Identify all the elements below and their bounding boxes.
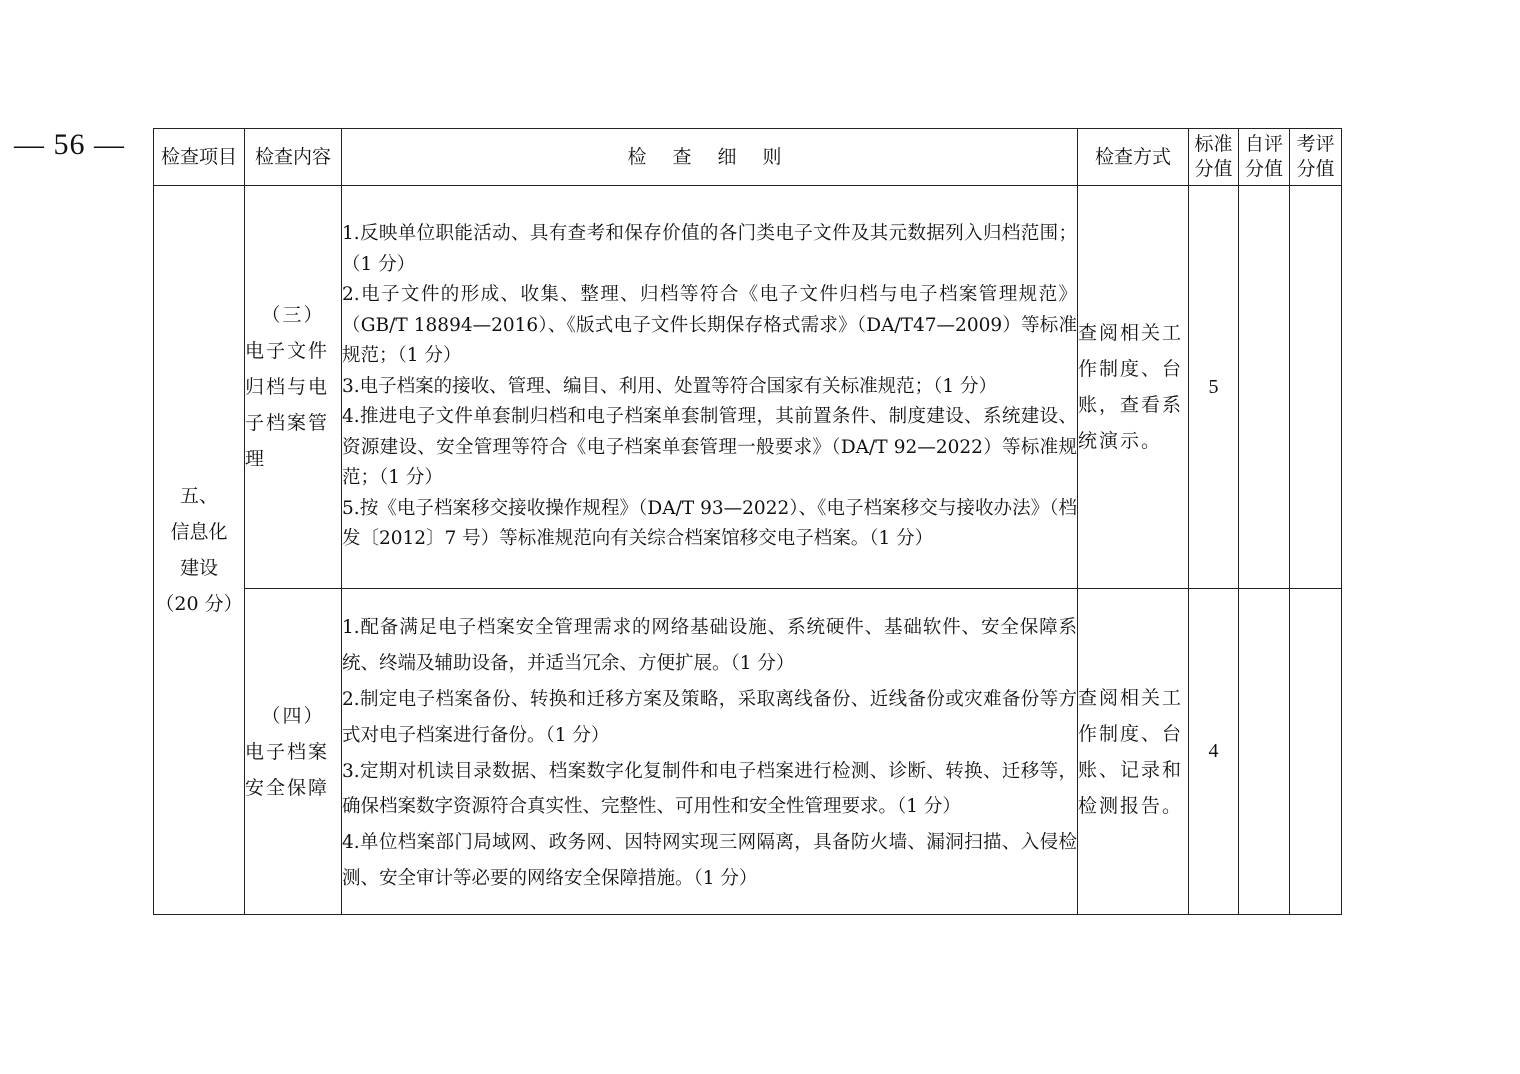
method-cell: 查阅相关工作制度、台账、记录和检测报告。 (1078, 589, 1189, 915)
detail-item: 4.推进电子文件单套制归档和电子档案单套制管理，其前置条件、制度建设、系统建设、资源建设、安全管理等符合《电子档案单套管理一般要求》（DA/T 92—2022）等标准规范；（1 分） (342, 406, 1077, 489)
detail-item: 4.单位档案部门局域网、政务网、因特网实现三网隔离，具备防火墙、漏洞扫描、入侵检测、安全审计等必要的网络安全保障措施。（1 分） (342, 832, 1077, 889)
content-name: 电子文件归档与电子档案管理 (245, 340, 330, 470)
detail-item: 3.定期对机读目录数据、档案数字化复制件和电子档案进行检测、诊断、转换、迁移等，确保档案数字资源符合真实性、完整性、可用性和安全性管理要求。（1 分） (342, 760, 1077, 818)
header-detail: 检 查 细 则 (342, 129, 1078, 186)
content-cell (245, 186, 342, 589)
self-score-cell (1239, 589, 1290, 915)
review-score-cell (1290, 186, 1342, 589)
detail-item: 1.配备满足电子档案安全管理需求的网络基础设施、系统硬件、基础软件、安全保障系统、终端及辅助设备，并适当冗余、方便扩展。（1 分） (342, 617, 1077, 675)
review-score-cell (1290, 589, 1342, 915)
project-name-line2: 信息化 (170, 521, 228, 543)
content-number: （四） (261, 704, 325, 727)
header-standard-score: 标准分值 (1189, 129, 1239, 186)
project-cell (154, 186, 245, 915)
header-content: 检查内容 (245, 129, 342, 186)
detail-item: 2.电子文件的形成、收集、整理、归档等符合《电子文件归档与电子档案管理规范》（GB/T 18894—2016）、《版式电子文件长期保存格式需求》（DA/T47—2009）等标准规范；（1 分） (342, 284, 1077, 367)
table-header-row (154, 129, 1342, 186)
standard-score-cell: 5 (1189, 186, 1239, 589)
header-review-score: 考评分值 (1290, 129, 1342, 186)
header-method: 检查方式 (1078, 129, 1189, 186)
project-score: （20 分） (155, 593, 243, 615)
detail-item: 3.电子档案的接收、管理、编目、利用、处置等符合国家有关标准规范；（1 分） (342, 375, 998, 397)
standard-score-cell: 4 (1189, 589, 1239, 915)
table-row (154, 186, 1342, 589)
table-row (154, 589, 1342, 915)
detail-item: 1.反映单位职能活动、具有查考和保存价值的各门类电子文件及其元数据列入归档范围；（1 分） (342, 223, 1077, 275)
method-cell: 查阅相关工作制度、台账，查看系统演示。 (1078, 186, 1189, 589)
content-number: （三） (261, 304, 325, 326)
content-name: 电子档案安全保障 (245, 740, 330, 799)
detail-cell (342, 186, 1078, 589)
content-cell (245, 589, 342, 915)
project-name-line1: 五、 (179, 485, 218, 507)
header-project: 检查项目 (154, 129, 245, 186)
detail-item: 5.按《电子档案移交接收操作规程》（DA/T 93—2022）、《电子档案移交与接收办法》（档发〔2012〕7 号）等标准规范向有关综合档案馆移交电子档案。（1 分） (342, 497, 1077, 550)
page-number: — 56 — (14, 128, 125, 161)
header-self-score: 自评分值 (1239, 129, 1290, 186)
project-name-line3: 建设 (179, 557, 218, 579)
detail-cell (342, 589, 1078, 915)
detail-item: 2.制定电子档案备份、转换和迁移方案及策略，采取离线备份、近线备份或灾难备份等方式对电子档案进行备份。（1 分） (342, 688, 1077, 746)
inspection-table (153, 128, 1342, 915)
self-score-cell (1239, 186, 1290, 589)
